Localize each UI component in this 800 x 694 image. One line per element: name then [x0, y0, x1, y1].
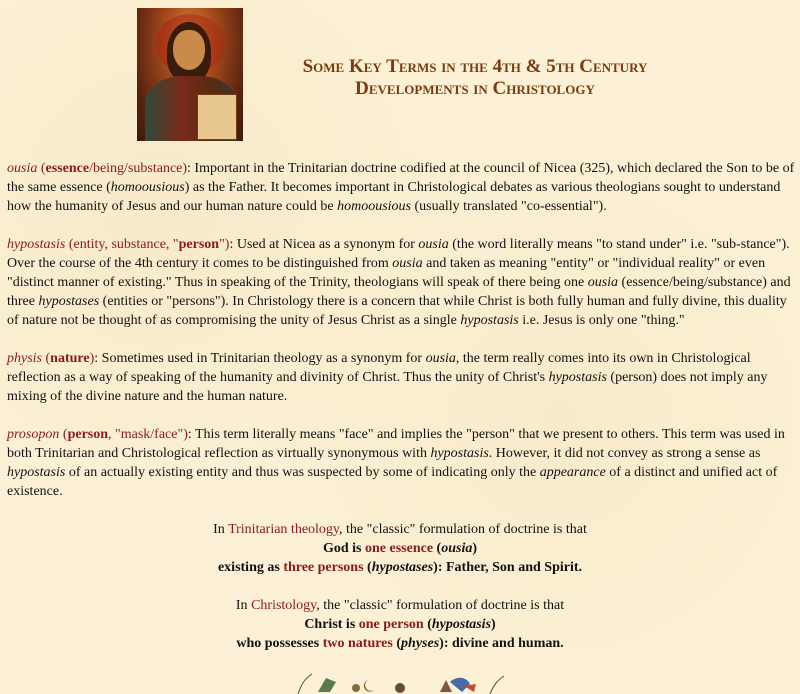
emphasis-segment: ( [423, 617, 432, 632]
text-segment: : Sometimes used in Trinitarian theology as a synonym for [94, 351, 426, 366]
text-segment: (entities or "persons"). In Christology there is a concern that while Christ is both fully human and fully divine, this duality of nature not be thought of as compromising the unity of Jesus Christ as a single [7, 294, 787, 328]
emphasis-segment: one person [358, 617, 424, 632]
emphasis-segment: ( [363, 560, 372, 575]
emphasis-segment: two natures [322, 636, 393, 651]
emphasis-segment: hypostasis [7, 465, 66, 480]
text-segment: : Important in the Trinitarian doctrine codified at the council of Nicea (325), which declared the Son to be of the same essence ( [7, 161, 795, 195]
emphasis-segment: Christology [251, 598, 317, 613]
emphasis-segment: hypostasis [460, 313, 519, 328]
emphasis-segment: three persons [283, 560, 364, 575]
summary-paragraph [0, 596, 800, 653]
emphasis-segment: ousia [441, 541, 473, 556]
text-segment: : Used at Nicea as a synonym for [229, 237, 419, 252]
text-segment: ) as the Father. It becomes important in Christological debates as various theologians sought to understand how the humanity of Jesus and our human nature could be [7, 180, 781, 214]
emphasis-segment: essence [45, 161, 90, 176]
emphasis-segment: , "mask/face") [108, 427, 188, 442]
text-segment: , the term really comes into its own in Christological reflection as a way of speaking of the humanity and divinity of Christ. Thus the unity of Christ's [7, 351, 751, 385]
text-segment: (person) does not imply any mixing of the divine nature and the human nature. [7, 370, 768, 404]
emphasis-segment: Christ is [304, 617, 359, 632]
emphasis-segment: ") [219, 237, 230, 252]
text-segment: In [213, 522, 229, 537]
term-name: hypostasis [7, 237, 66, 252]
emphasis-segment: ): Father, Son and Spirit. [433, 560, 583, 575]
emphasis-segment: hypostases [371, 560, 434, 575]
emphasis-segment: Trinitarian theology [228, 522, 340, 537]
emphasis-segment: hypostases [38, 294, 100, 309]
emphasis-segment: /being/substance) [89, 161, 188, 176]
emphasis-segment: ( [59, 427, 68, 442]
page-header [0, 0, 800, 151]
emphasis-segment: existing as [217, 560, 284, 575]
emphasis-segment: ( [37, 161, 46, 176]
text-segment: of an actually existing entity and thus was suspected by some of indicating only the [65, 465, 540, 480]
emphasis-segment: physes [401, 636, 440, 651]
term-definitions [7, 159, 795, 501]
emphasis-segment: ousia [392, 256, 423, 271]
emphasis-segment: one essence [365, 541, 434, 556]
term-name: physis [7, 351, 42, 366]
emphasis-segment: hypostasis [431, 617, 492, 632]
text-segment: , the "classic" formulation of doctrine is that [316, 598, 565, 613]
text-segment: and taken as meaning "entity" or "individual reality" or even "distinct manner of existing." Thus in speaking of the Trinity, theologians will speak of there being one [7, 256, 766, 290]
doctrine-summary [0, 520, 800, 653]
emphasis-segment: ( [433, 541, 442, 556]
text-segment: (the word literally means "to stand under" i.e. "sub-stance"). Over the course of the 4th century it comes to be distinguished from [7, 237, 790, 271]
emphasis-segment: homoousious [337, 199, 411, 214]
emphasis-segment: person [67, 427, 109, 442]
emphasis-segment: hypostasis [430, 446, 489, 461]
definition-paragraph [7, 235, 795, 330]
text-segment: In [235, 598, 252, 613]
emphasis-segment: ): divine and human. [439, 636, 564, 651]
emphasis-segment: ) [491, 617, 496, 632]
emphasis-segment: (entity, substance, " [65, 237, 179, 252]
emphasis-segment: nature [50, 351, 90, 366]
emphasis-segment: hypostasis [548, 370, 607, 385]
text-segment: of a distinct and unified act of existence. [7, 465, 778, 499]
definition-paragraph [7, 159, 795, 216]
emphasis-segment: ousia [425, 351, 456, 366]
emphasis-segment: person [178, 237, 220, 252]
emphasis-segment: appearance [539, 465, 606, 480]
christ-icon-image [137, 8, 243, 141]
text-segment: (essence/being/substance) and three [7, 275, 791, 309]
decorative-border-ornament [290, 672, 510, 694]
emphasis-segment: who possesses [236, 636, 323, 651]
emphasis-segment: ) [89, 351, 95, 366]
term-name: ousia [7, 161, 38, 176]
emphasis-segment: God is [322, 541, 365, 556]
emphasis-segment: ) [472, 541, 478, 556]
emphasis-segment: ( [392, 636, 402, 651]
term-name: prosopon [7, 427, 60, 442]
text-segment: . However, it did not convey as strong a sense as [488, 446, 761, 461]
title-line-1: Some Key Terms in the 4th & 5th Century [302, 56, 648, 77]
text-segment: , the "classic" formulation of doctrine is that [339, 522, 587, 537]
emphasis-segment: ( [42, 351, 51, 366]
page-title [250, 56, 700, 100]
definition-paragraph [7, 349, 795, 406]
emphasis-segment: homoousious [110, 180, 185, 195]
emphasis-segment: ousia [418, 237, 449, 252]
emphasis-segment: ousia [587, 275, 619, 290]
text-segment: i.e. Jesus is only one "thing." [518, 313, 685, 328]
summary-paragraph [0, 520, 800, 577]
text-segment: : This term literally means "face" and implies the "person" that we present to others. This term was used in both Trinitarian and Christological reflection as virtually synonymous with [7, 427, 785, 461]
definition-paragraph [7, 425, 795, 501]
text-segment: (usually translated "co-essential"). [411, 199, 607, 214]
title-line-2: Developments in Christology [355, 78, 595, 99]
